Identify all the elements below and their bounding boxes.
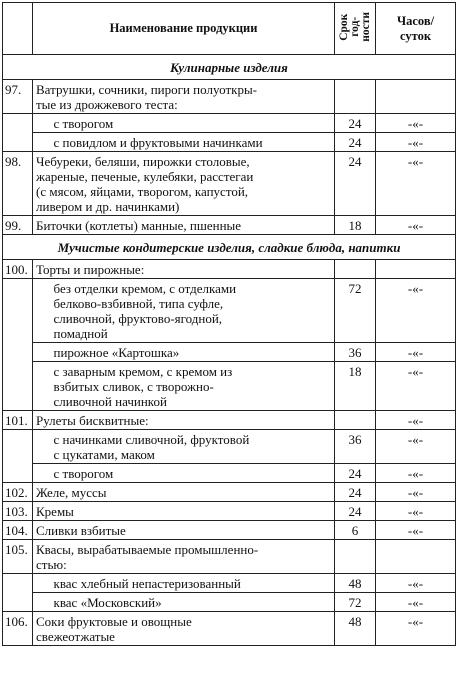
section-title: Мучистые кондитерские изделия, сладкие блюда, напитки [3, 235, 456, 260]
row-number-blank [3, 574, 33, 593]
table-row [3, 483, 456, 502]
indent-cell [33, 574, 51, 593]
row-number: 98. [3, 152, 33, 216]
row-number: 99. [3, 216, 33, 235]
unit-value [376, 80, 456, 114]
table-row [3, 612, 456, 646]
section-title: Кулинарные изделия [3, 55, 456, 80]
product-name: с начинками сливочной, фруктовой с цукатами, маком [51, 430, 335, 464]
unit-value: -«- [376, 411, 456, 430]
product-name: пирожное «Картошка» [51, 343, 335, 362]
unit-value: -«- [376, 114, 456, 133]
table-subrow [3, 343, 456, 362]
product-name: Торты и пирожные: [33, 260, 335, 279]
table-subrow [3, 279, 456, 343]
table-body [3, 55, 456, 646]
shelf-life-value: 24 [335, 502, 376, 521]
indent-cell [33, 362, 51, 411]
shelf-life-value: 24 [335, 114, 376, 133]
section-row [3, 55, 456, 80]
indent-cell [33, 593, 51, 612]
product-name: с повидлом и фруктовыми начинками [51, 133, 335, 152]
indent-cell [33, 279, 51, 343]
header-number-cell [3, 3, 33, 55]
unit-value [376, 540, 456, 574]
unit-value: -«- [376, 279, 456, 343]
header-shelf-life [335, 3, 376, 55]
shelf-life-value: 72 [335, 279, 376, 343]
product-name: Квасы, вырабатываемые промышленно- стью: [33, 540, 335, 574]
header-product-name: Наименование продукции [33, 3, 335, 55]
indent-cell [33, 114, 51, 133]
shelf-life-value: 24 [335, 464, 376, 483]
header-units-label: Часов/ суток [396, 13, 435, 43]
shelf-life-value [335, 540, 376, 574]
shelf-life-value: 72 [335, 593, 376, 612]
product-name: Соки фруктовые и овощные свежеотжатые [33, 612, 335, 646]
row-number-blank [3, 464, 33, 483]
shelf-life-value: 24 [335, 483, 376, 502]
row-number: 103. [3, 502, 33, 521]
shelf-life-value [335, 260, 376, 279]
row-number: 100. [3, 260, 33, 279]
table-row [3, 540, 456, 574]
row-number: 104. [3, 521, 33, 540]
unit-value: -«- [376, 430, 456, 464]
shelf-life-value: 24 [335, 133, 376, 152]
row-number-blank [3, 593, 33, 612]
unit-value: -«- [376, 521, 456, 540]
unit-value: -«- [376, 502, 456, 521]
product-name: Ватрушки, сочники, пироги полуоткры- тые из дрожжевого теста: [33, 80, 335, 114]
unit-value: -«- [376, 362, 456, 411]
product-name: с творогом [51, 114, 335, 133]
table-subrow [3, 574, 456, 593]
row-number: 102. [3, 483, 33, 502]
row-number: 106. [3, 612, 33, 646]
indent-cell [33, 430, 51, 464]
unit-value: -«- [376, 574, 456, 593]
indent-cell [33, 343, 51, 362]
shelf-life-value: 24 [335, 152, 376, 216]
unit-value: -«- [376, 464, 456, 483]
shelf-life-value [335, 80, 376, 114]
table-row [3, 216, 456, 235]
row-number-blank [3, 279, 33, 343]
row-number-blank [3, 133, 33, 152]
table-subrow [3, 430, 456, 464]
header-shelf-life-label: Срок год- ности [337, 11, 372, 42]
unit-value: -«- [376, 216, 456, 235]
shelf-life-value [335, 411, 376, 430]
shelf-life-value: 6 [335, 521, 376, 540]
shelf-life-value: 48 [335, 612, 376, 646]
product-name: Кремы [33, 502, 335, 521]
shelf-life-value: 18 [335, 216, 376, 235]
table-subrow [3, 464, 456, 483]
shelf-life-value: 36 [335, 343, 376, 362]
unit-value: -«- [376, 612, 456, 646]
row-number-blank [3, 343, 33, 362]
table-subrow [3, 114, 456, 133]
shelf-life-table [2, 2, 456, 646]
product-name: с заварным кремом, с кремом из взбитых сливок, с творожно- сливочной начинкой [51, 362, 335, 411]
unit-value: -«- [376, 593, 456, 612]
indent-cell [33, 464, 51, 483]
table-subrow [3, 593, 456, 612]
unit-value: -«- [376, 343, 456, 362]
product-name: с творогом [51, 464, 335, 483]
unit-value [376, 260, 456, 279]
product-name: квас хлебный непастеризованный [51, 574, 335, 593]
product-name: Желе, муссы [33, 483, 335, 502]
product-name: Биточки (котлеты) манные, пшенные [33, 216, 335, 235]
header-units [376, 3, 456, 55]
row-number-blank [3, 114, 33, 133]
shelf-life-value: 18 [335, 362, 376, 411]
table-subrow [3, 362, 456, 411]
product-name: Сливки взбитые [33, 521, 335, 540]
row-number-blank [3, 362, 33, 411]
row-number-blank [3, 430, 33, 464]
row-number: 101. [3, 411, 33, 430]
product-name: квас «Московский» [51, 593, 335, 612]
table-header-row [3, 3, 456, 55]
row-number: 105. [3, 540, 33, 574]
table-row [3, 502, 456, 521]
table-row [3, 521, 456, 540]
row-number: 97. [3, 80, 33, 114]
section-row [3, 235, 456, 260]
shelf-life-value: 48 [335, 574, 376, 593]
product-name: Чебуреки, беляши, пирожки столовые, жареные, печеные, кулебяки, расстегаи (с мясом, яйцами, творогом, капустой, ливером и др. начинками) [33, 152, 335, 216]
indent-cell [33, 133, 51, 152]
product-name: Рулеты бисквитные: [33, 411, 335, 430]
table-subrow [3, 133, 456, 152]
unit-value: -«- [376, 152, 456, 216]
shelf-life-value: 36 [335, 430, 376, 464]
unit-value: -«- [376, 483, 456, 502]
unit-value: -«- [376, 133, 456, 152]
product-name: без отделки кремом, с отделками белково-взбивной, типа суфле, сливочной, фруктово-ягодной, помадной [51, 279, 335, 343]
table-row [3, 80, 456, 114]
table-row [3, 152, 456, 216]
table-row [3, 260, 456, 279]
table-row [3, 411, 456, 430]
